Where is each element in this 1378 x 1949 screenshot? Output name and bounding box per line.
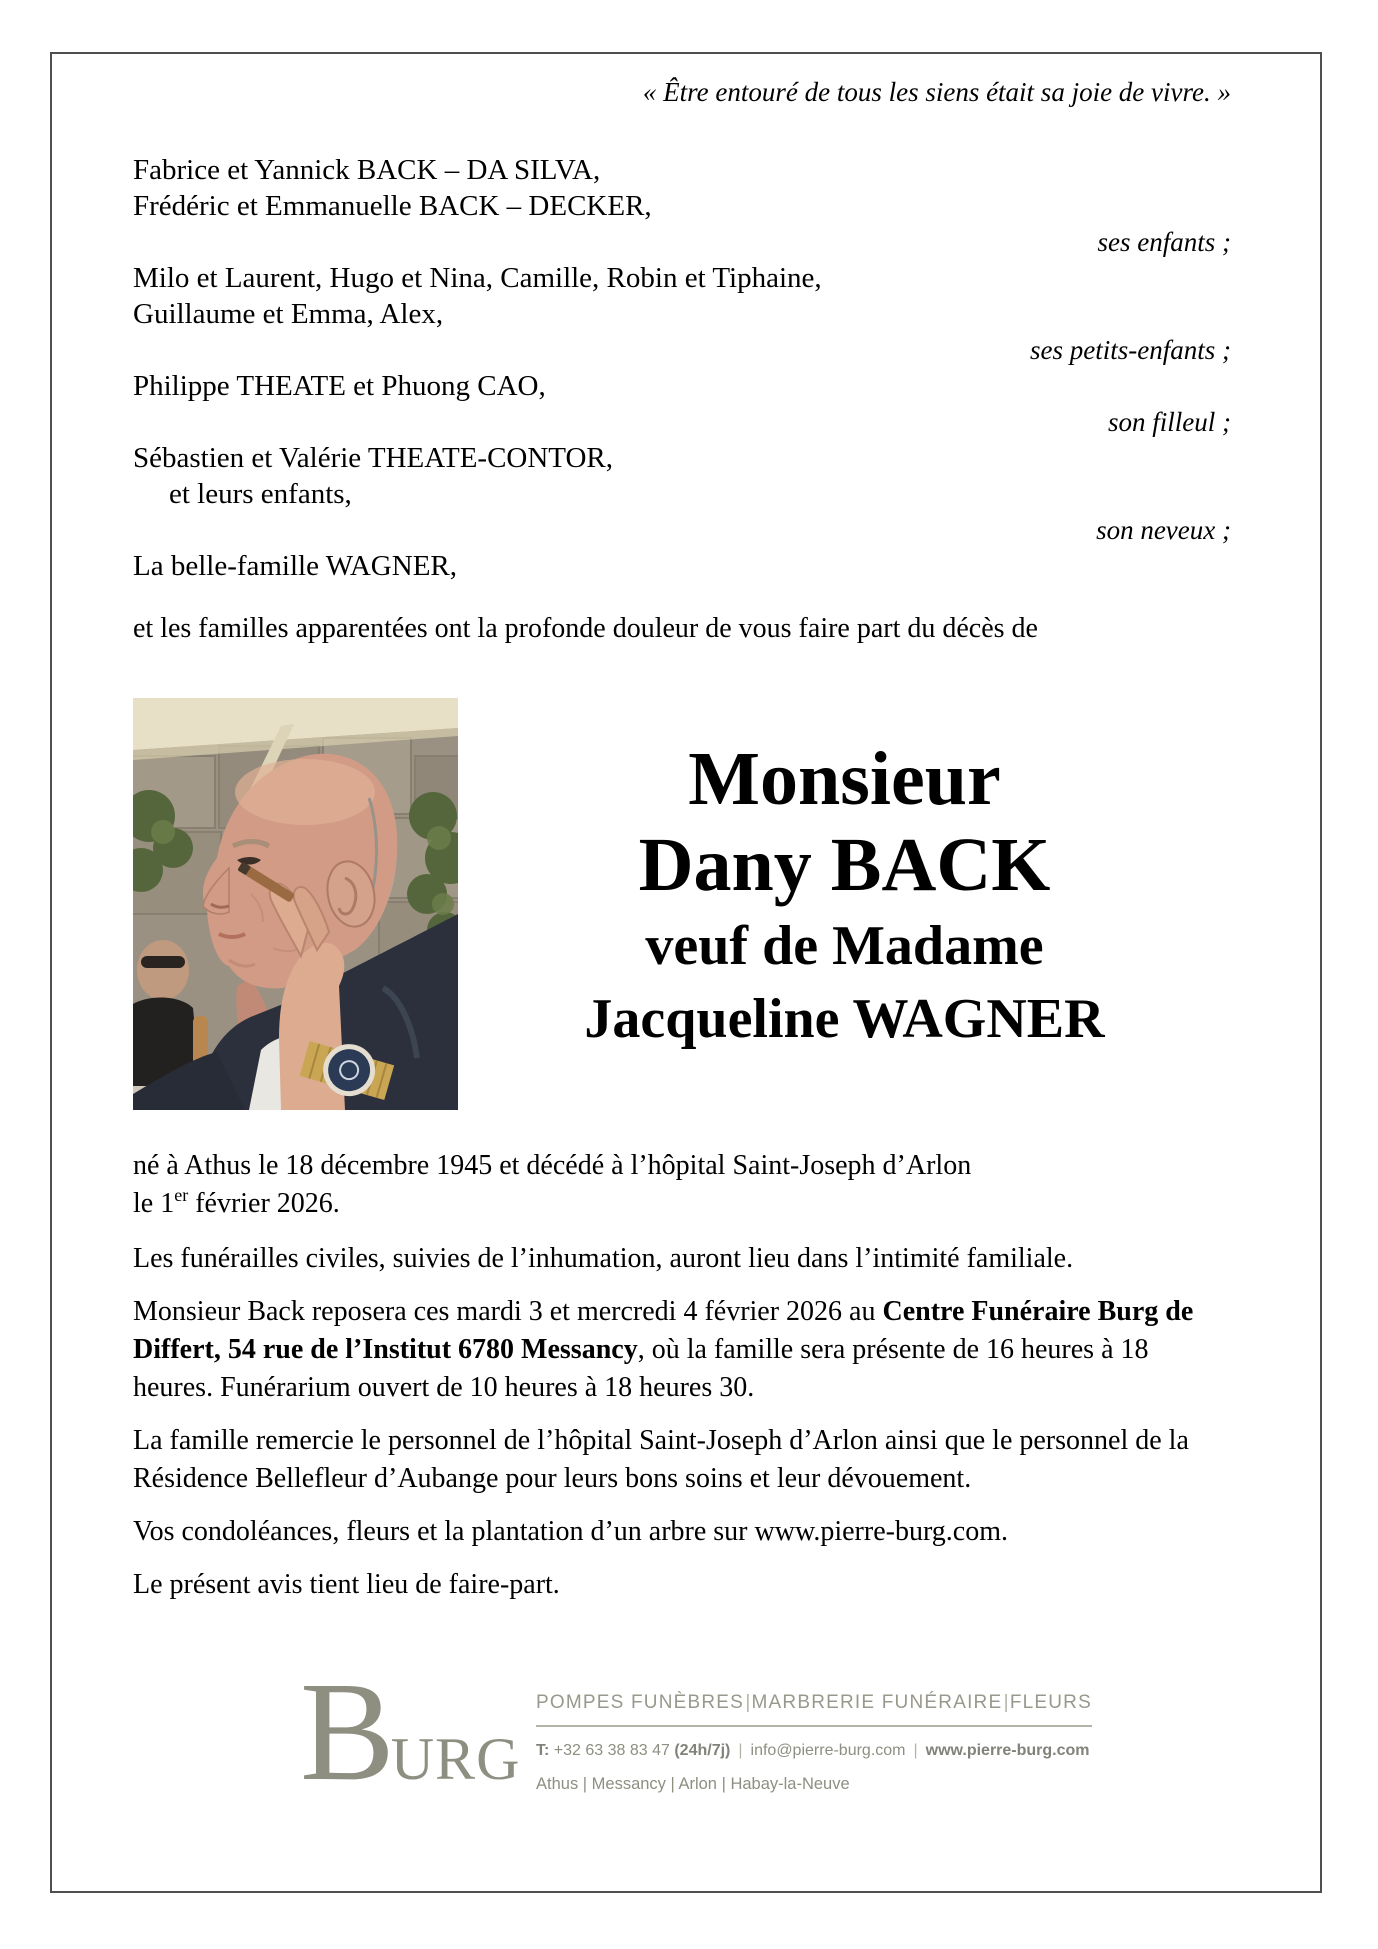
burg-logo-initial: B: [300, 1652, 391, 1810]
relation-label-godson: son filleul ;: [1108, 407, 1231, 437]
burg-logo-text: URG: [390, 1726, 521, 1792]
photo-and-name-row: [133, 698, 1231, 1110]
thanks-paragraph: La famille remercie le personnel de l’hôpital Saint-Joseph d’Arlon ainsi que le personnel de la Résidence Bellefleur d’Aubange pour leurs bons soins et leur dévouement.: [133, 1425, 1189, 1494]
relation-label-grandchildren: ses petits-enfants ;: [1030, 335, 1231, 365]
separator: |: [738, 1742, 743, 1759]
relation-label-nephew: son neveux ;: [1096, 515, 1231, 545]
separator: |: [745, 1692, 751, 1713]
mourner-line: Frédéric et Emmanuelle BACK – DECKER,: [133, 190, 652, 222]
intro-text: et les familles apparentées ont la profonde douleur de vous faire part du décès de: [133, 613, 1038, 644]
deceased-photo: [133, 698, 458, 1110]
website-url: www.pierre-burg.com: [925, 1742, 1090, 1759]
mourner-line: Philippe THEATE et Phuong CAO,: [133, 370, 546, 402]
hours-badge: (24h/7j): [674, 1742, 731, 1759]
service-pompes: POMPES FUNÈBRES: [536, 1692, 745, 1713]
notice-paragraphs: [133, 1147, 1231, 1604]
mourners-list: [133, 152, 1231, 584]
service-fleurs: FLEURS: [1009, 1692, 1092, 1713]
mourner-line: La belle-famille WAGNER,: [133, 550, 457, 582]
footer-divider: [536, 1725, 1092, 1727]
phone-number: +32 63 38 83 47: [553, 1742, 670, 1759]
mourner-line: Fabrice et Yannick BACK – DA SILVA,: [133, 154, 601, 186]
deceased-widower-line: veuf de Madame: [645, 915, 1044, 977]
mourner-line: Milo et Laurent, Hugo et Nina, Camille, Robin et Tiphaine,: [133, 262, 822, 294]
services-line: [536, 1690, 1092, 1716]
deceased-spouse-name: Jacqueline WAGNER: [584, 988, 1105, 1050]
deceased-name-block: [458, 698, 1231, 1054]
mourner-line: Guillaume et Emma, Alex,: [133, 298, 444, 330]
cities-line: Athus | Messancy | Arlon | Habay-la-Neuve: [536, 1775, 850, 1793]
email-address: info@pierre-burg.com: [750, 1742, 906, 1759]
condolences-paragraph: Vos condoléances, fleurs et la plantation d’un arbre sur www.pierre-burg.com.: [133, 1516, 1008, 1547]
funeral-home-address: Centre Funéraire Burg de Differt, 54 rue de l’Institut 6780 Messancy: [133, 1296, 1194, 1365]
deceased-name: Dany BACK: [638, 823, 1051, 907]
service-marbrerie: MARBRERIE FUNÉRAIRE: [751, 1692, 1003, 1713]
separator: |: [1003, 1692, 1009, 1713]
contact-line: [536, 1740, 1092, 1762]
notice-paragraph: Le présent avis tient lieu de faire-part.: [133, 1569, 560, 1600]
birth-death-paragraph: né à Athus le 18 décembre 1945 et décédé à l’hôpital Saint-Joseph d’Arlon le 1er février 2026.: [133, 1150, 972, 1219]
phone-label: T:: [536, 1742, 550, 1759]
funeral-home-footer: [536, 1690, 1092, 1795]
funeral-paragraph: Les funérailles civiles, suivies de l’inhumation, auront lieu dans l’intimité familiale.: [133, 1243, 1074, 1274]
viewing-paragraph: Monsieur Back reposera ces mardi 3 et mercredi 4 février 2026 au Centre Funéraire Burg de Differt, 54 rue de l’Institut 6780 Messancy, où la famille sera présente de 16 heures à 18 heures. Funérarium ouvert de 10 heures à 18 heures 30.: [133, 1296, 1194, 1403]
mourner-line: et leurs enfants,: [169, 478, 352, 510]
separator: |: [913, 1742, 918, 1759]
mourner-line: Sébastien et Valérie THEATE-CONTOR,: [133, 442, 614, 474]
memorial-quote: « Être entouré de tous les siens était sa joie de vivre. »: [642, 77, 1231, 107]
burg-logo: [300, 1652, 521, 1810]
deceased-title: Monsieur: [688, 737, 1001, 821]
relation-label-children: ses enfants ;: [1097, 227, 1231, 257]
obituary-content: [133, 70, 1231, 1619]
ordinal-superscript: er: [174, 1185, 189, 1205]
